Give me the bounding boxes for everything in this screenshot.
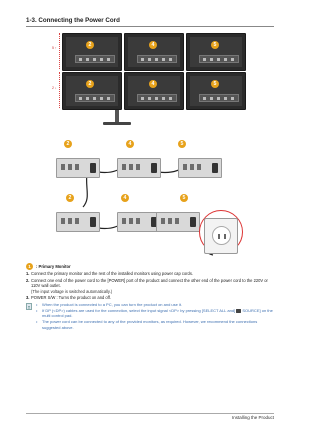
side-label-bottom: 2 ↓ <box>52 86 57 90</box>
monitor-top-right <box>186 33 246 71</box>
footer-rule <box>26 413 274 414</box>
badge-top-6: 5 <box>211 80 219 88</box>
power-port-panel-bottom-center <box>117 212 161 232</box>
note-item: • The power cord can be connected to any of the provided monitors, as required. However, we recommend the connections suggested above. <box>36 319 276 330</box>
monitor-top-center <box>124 33 184 71</box>
instructions-section <box>26 263 276 331</box>
monitor-bottom-right <box>186 72 246 110</box>
note-icon <box>26 303 32 310</box>
footer-section-name: Installing the Product <box>231 415 274 420</box>
step-1: 1. Connect the primary monitor and the rest of the installed monitors using power cap cords. <box>26 271 194 276</box>
monitor-top-left <box>62 33 122 71</box>
note-item: • If DP (<DP>) cables are used for the connection, select the input signal <DP> by pressing [SELECT ALL and] SOURCE] on the multi control pad. <box>36 308 276 319</box>
diagram-badge-5: 4 <box>121 194 129 202</box>
power-port-panel-bottom-right <box>156 212 200 232</box>
badge-top-4: 2 <box>86 80 94 88</box>
primary-monitor-badge: 1 <box>26 263 33 270</box>
badge-top-1: 2 <box>86 41 94 49</box>
height-marker-bottom <box>59 72 60 108</box>
power-outlet-icon <box>204 218 238 254</box>
notes-list <box>36 302 276 331</box>
diagram-badge-2: 4 <box>126 140 134 148</box>
diagram-badge-1: 2 <box>64 140 72 148</box>
power-port-panel-top-center <box>117 158 161 178</box>
note-item: • When the product is connected to a PC, you can turn the product on and use it. <box>36 302 276 308</box>
badge-top-2: 4 <box>149 41 157 49</box>
step-3: 3. POWER S/W : Turns the product on and off. <box>26 295 112 301</box>
section-heading <box>26 263 276 270</box>
height-marker-top <box>59 33 60 69</box>
notes-block <box>26 302 276 331</box>
section-heading-text: : Primary Monitor <box>36 264 71 269</box>
monitor-bottom-left <box>62 72 122 110</box>
badge-top-3: 5 <box>211 41 219 49</box>
page-title: 1-3. Connecting the Power Cord <box>26 17 120 24</box>
title-rule <box>26 26 274 27</box>
side-label-top: 5 ↑ <box>52 46 57 50</box>
diagram-badge-6: 5 <box>180 194 188 202</box>
diagram-badge-4: 2 <box>66 194 74 202</box>
voltage-note: (The input voltage is switched automatically.) <box>31 288 113 294</box>
power-port-panel-top-right <box>178 158 222 178</box>
badge-top-5: 4 <box>149 80 157 88</box>
power-port-panel-bottom-left <box>56 212 100 232</box>
monitor-bottom-center <box>124 72 184 110</box>
step-2: 2. Connect one end of the power cord to the [POWER] port of the product and connect the other end of the power cord to the 220V or 110V wall outlet. <box>26 277 268 289</box>
diagram-badge-3: 5 <box>178 140 186 148</box>
monitor-stand-base <box>103 122 131 125</box>
power-port-panel-top-left <box>56 158 100 178</box>
